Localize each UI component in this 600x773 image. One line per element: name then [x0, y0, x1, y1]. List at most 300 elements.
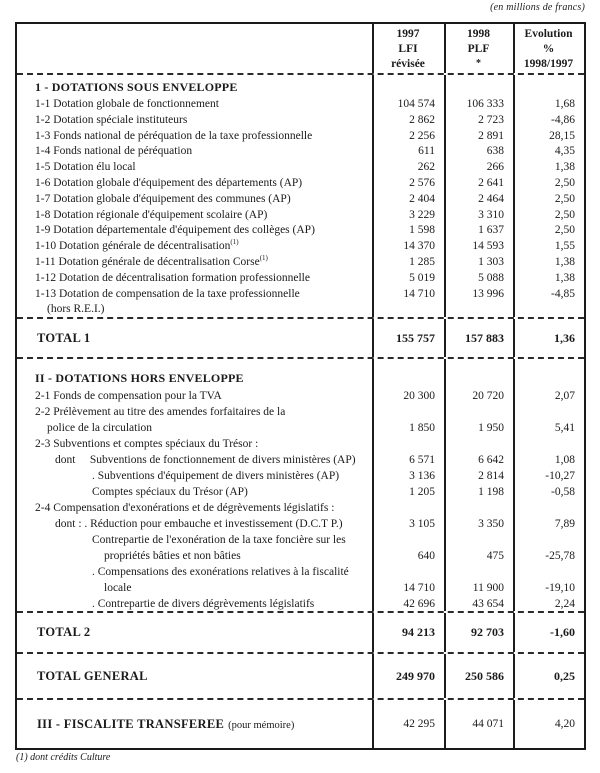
- value-text: 266: [486, 161, 504, 174]
- table-row: [17, 255, 584, 271]
- row-label: [17, 516, 372, 532]
- column-divider: [513, 319, 515, 357]
- value-text: -19,10: [545, 582, 575, 594]
- column-divider: [513, 654, 515, 698]
- value-text: 1,38: [554, 271, 575, 284]
- table-row: [17, 176, 584, 192]
- value-evolution: [513, 129, 584, 145]
- value-1997-lfi: [372, 78, 444, 97]
- row-label: [17, 669, 372, 684]
- value-text: 6 642: [478, 454, 504, 466]
- value-text: -25,78: [545, 550, 575, 562]
- value-1997-lfi: [372, 255, 444, 271]
- table-row: [17, 484, 584, 500]
- table-row: [17, 129, 584, 145]
- value-evolution: [513, 484, 584, 500]
- row-label-line2: [92, 548, 372, 564]
- table-row: [17, 388, 584, 404]
- value-1998-plf: [444, 500, 513, 516]
- value-evolution: [513, 97, 584, 113]
- value-1998-plf: [444, 532, 513, 564]
- row-label-text: 1-12 Dotation de décentralisation formation professionnelle: [35, 271, 310, 284]
- column-divider: [513, 700, 515, 748]
- total-label-text: TOTAL 1: [37, 330, 91, 345]
- value-1997-lfi: [372, 239, 444, 255]
- value-1997-lfi: [372, 287, 444, 317]
- value-text: 14 710: [403, 287, 435, 300]
- row-label: [17, 625, 372, 640]
- row-label: [17, 223, 372, 239]
- value-1997-lfi: [372, 97, 444, 113]
- row-label-text: Comptes spéciaux du Trésor (AP): [92, 486, 248, 498]
- value-text: 28,15: [549, 129, 575, 142]
- table-row: [17, 223, 584, 239]
- section-dotations-hors-enveloppe: [17, 357, 584, 611]
- value-1998-plf: [444, 176, 513, 192]
- value-text: 104 574: [397, 98, 435, 110]
- column-divider: [444, 75, 446, 317]
- value-evolution: [513, 404, 584, 436]
- row-label-text: 1-8 Dotation régionale d'équipement scolaire (AP): [35, 208, 268, 221]
- value-evolution: [513, 500, 584, 516]
- value-evolution: [513, 452, 584, 468]
- value-1998-plf: [444, 452, 513, 468]
- value-text: 5 019: [409, 271, 435, 284]
- value-text: 2 862: [409, 113, 435, 126]
- column-divider: [372, 359, 374, 611]
- value-text: -4,86: [551, 113, 575, 126]
- value-text: 2,50: [554, 192, 575, 205]
- value-evolution: [513, 255, 584, 271]
- value-text: 640: [417, 550, 435, 562]
- value-evolution: [513, 516, 584, 532]
- row-label: [17, 271, 372, 287]
- row-label-text: 1-10 Dotation générale de décentralisation: [35, 240, 231, 253]
- value-text: 2,50: [554, 224, 575, 237]
- value-1998-plf: [444, 271, 513, 287]
- table-row: [17, 452, 584, 468]
- value-1997-lfi: [372, 436, 444, 452]
- column-divider: [372, 75, 374, 317]
- value-1997-lfi: [372, 404, 444, 436]
- table-row: [17, 97, 584, 113]
- column-divider: [372, 24, 374, 73]
- row-label: [17, 500, 372, 516]
- row-label-text: 1-9 Dotation départementale d'équipement des collèges (AP): [35, 224, 315, 237]
- total-1-row: [17, 317, 584, 357]
- value-text: 3 105: [409, 518, 435, 530]
- column-divider: [513, 613, 515, 652]
- value-text: 3 229: [409, 208, 435, 221]
- value-1998-plf: [444, 97, 513, 113]
- total-row: [17, 700, 584, 748]
- row-label: [17, 97, 372, 113]
- col-header-1997-lfi: [372, 24, 444, 72]
- row-label-line2: [35, 420, 372, 436]
- value-evolution: [513, 388, 584, 404]
- table-row: [17, 208, 584, 224]
- row-label: [17, 239, 372, 255]
- value-evolution: [513, 625, 584, 640]
- value-1997-lfi: [372, 331, 444, 346]
- value-text: 1 598: [409, 224, 435, 237]
- value-text: 3 136: [409, 470, 435, 482]
- value-1997-lfi: [372, 468, 444, 484]
- value-text: 1,68: [554, 98, 575, 110]
- value-text: 94 213: [402, 625, 435, 639]
- value-text: 13 996: [472, 287, 504, 300]
- value-text: 20 300: [403, 390, 435, 402]
- value-1998-plf: [444, 564, 513, 596]
- row-label-text: dont Subventions de fonctionnement de divers ministères (AP): [55, 454, 356, 466]
- row-label: [17, 404, 372, 436]
- value-1997-lfi: [372, 208, 444, 224]
- value-1998-plf: [444, 625, 513, 640]
- value-1998-plf: [444, 78, 513, 97]
- column-divider: [513, 24, 515, 73]
- header-line: révisée: [391, 58, 425, 70]
- value-1998-plf: [444, 239, 513, 255]
- section-title-row: [17, 78, 584, 97]
- value-1997-lfi: [372, 144, 444, 160]
- value-1998-plf: [444, 192, 513, 208]
- value-evolution: [513, 113, 584, 129]
- value-1998-plf: [444, 369, 513, 388]
- value-1998-plf: [444, 208, 513, 224]
- value-text: 2 404: [409, 192, 435, 205]
- value-1997-lfi: [372, 532, 444, 564]
- section-title: II - DOTATIONS HORS ENVELOPPE: [35, 371, 244, 385]
- row-label: [17, 436, 372, 452]
- value-1997-lfi: [372, 388, 444, 404]
- value-evolution: [513, 176, 584, 192]
- table-row: [17, 113, 584, 129]
- row-label: [17, 369, 372, 388]
- value-evolution: [513, 596, 584, 611]
- value-1998-plf: [444, 516, 513, 532]
- value-1998-plf: [444, 129, 513, 145]
- row-label-text: 1-6 Dotation globale d'équipement des départements (AP): [35, 176, 303, 189]
- value-text: 1,55: [554, 240, 575, 253]
- value-1998-plf: [444, 388, 513, 404]
- value-text: 250 586: [465, 668, 504, 683]
- column-divider: [444, 24, 446, 73]
- header-line: 1998/1997: [523, 58, 574, 70]
- row-label-text: 1-3 Fonds national de péréquation de la taxe professionnelle: [35, 129, 313, 142]
- row-label-text: 1-5 Dotation élu local: [35, 161, 136, 174]
- value-text: 42 295: [403, 718, 435, 730]
- row-label: [17, 129, 372, 145]
- table-row: [17, 192, 584, 208]
- row-label-text: propriétés bâties et non bâties: [104, 550, 241, 562]
- value-text: 249 970: [396, 668, 435, 683]
- column-divider: [513, 75, 515, 317]
- value-evolution: [513, 468, 584, 484]
- value-text: 92 703: [471, 625, 504, 639]
- row-label-text: police de la circulation: [47, 422, 153, 434]
- value-evolution: [513, 239, 584, 255]
- value-text: -10,27: [545, 470, 575, 482]
- row-label-text: 1-1 Dotation globale de fonctionnement: [35, 98, 219, 110]
- value-text: 2 814: [478, 470, 504, 482]
- value-text: 1,36: [554, 330, 575, 345]
- value-text: 106 333: [466, 98, 504, 110]
- value-evolution: [513, 436, 584, 452]
- value-evolution: [513, 208, 584, 224]
- value-text: 11 900: [472, 582, 504, 594]
- value-text: 1,08: [554, 454, 575, 466]
- row-label-text: 1-2 Dotation spéciale instituteurs: [35, 113, 188, 126]
- column-divider: [444, 613, 446, 652]
- value-1998-plf: [444, 718, 513, 730]
- row-label: [17, 255, 372, 271]
- total-label-text: TOTAL 2: [37, 625, 91, 639]
- value-text: 157 883: [465, 330, 504, 345]
- value-1997-lfi: [372, 596, 444, 611]
- row-label-text: dont : . Réduction pour embauche et investissement (D.C.T P.): [55, 518, 343, 530]
- row-label-text: 2-3 Subventions et comptes spéciaux du Trésor :: [35, 438, 259, 450]
- table-row: [17, 516, 584, 532]
- column-divider: [513, 359, 515, 611]
- value-text: 1 637: [478, 224, 504, 237]
- value-evolution: [513, 532, 584, 564]
- row-label-text: 1-13 Dotation de compensation de la taxe professionnelle: [35, 287, 300, 300]
- row-label-text: . Contrepartie de divers dégrèvements législatifs: [92, 598, 315, 610]
- value-text: 2,50: [554, 208, 575, 221]
- value-text: 14 710: [403, 582, 435, 594]
- value-evolution: [513, 144, 584, 160]
- value-1998-plf: [444, 113, 513, 129]
- value-evolution: [513, 718, 584, 730]
- row-label: [17, 532, 372, 564]
- budget-table: [15, 22, 586, 750]
- value-1997-lfi: [372, 160, 444, 176]
- value-text: 1 303: [478, 255, 504, 268]
- value-1997-lfi: [372, 223, 444, 239]
- section-title: 1 - DOTATIONS SOUS ENVELOPPE: [35, 80, 238, 94]
- value-evolution: [513, 287, 584, 317]
- table-row: [17, 404, 584, 436]
- table-row: [17, 239, 584, 255]
- value-1997-lfi: [372, 564, 444, 596]
- value-1997-lfi: [372, 516, 444, 532]
- value-text: 2,24: [554, 598, 575, 610]
- section-rows: [17, 75, 584, 317]
- value-text: -0,58: [551, 486, 575, 498]
- row-label: [17, 192, 372, 208]
- value-text: -1,60: [550, 625, 575, 639]
- row-label: [17, 452, 372, 468]
- col-header-1998-plf: [444, 24, 513, 72]
- table-row: [17, 144, 584, 160]
- row-label: [17, 113, 372, 129]
- value-text: 1 850: [409, 422, 435, 434]
- value-text: 2,07: [554, 390, 575, 402]
- value-1998-plf: [444, 287, 513, 317]
- value-1997-lfi: [372, 113, 444, 129]
- header-line: 1997: [396, 28, 420, 40]
- row-label-text: . Compensations des exonérations relatives à la fiscalité: [92, 566, 349, 578]
- value-1997-lfi: [372, 484, 444, 500]
- total-row: [17, 654, 584, 698]
- value-text: 3 310: [478, 208, 504, 221]
- value-1997-lfi: [372, 271, 444, 287]
- value-evolution: [513, 192, 584, 208]
- row-label-text: . Subventions d'équipement de divers ministères (AP): [92, 470, 340, 482]
- col-header-evolution: [513, 24, 584, 72]
- total-general-row: [17, 652, 584, 698]
- value-text: 155 757: [396, 330, 435, 345]
- value-evolution: [513, 160, 584, 176]
- column-divider: [372, 613, 374, 652]
- value-text: 2 641: [478, 176, 504, 189]
- value-1997-lfi: [372, 625, 444, 640]
- value-evolution: [513, 271, 584, 287]
- total-label-text: TOTAL GENERAL: [37, 668, 148, 683]
- row-label: [17, 78, 372, 97]
- value-1998-plf: [444, 160, 513, 176]
- table-row: [17, 596, 584, 611]
- table-header: [17, 24, 584, 73]
- value-evolution: [513, 223, 584, 239]
- row-label: [17, 331, 372, 346]
- row-label: [17, 176, 372, 192]
- value-1997-lfi: [372, 669, 444, 684]
- value-text: 1,38: [554, 161, 575, 174]
- row-label-text: 2-4 Compensation d'exonérations et de dégrèvements législatifs :: [35, 502, 335, 514]
- column-divider: [372, 700, 374, 748]
- table-row: [17, 160, 584, 176]
- value-1998-plf: [444, 669, 513, 684]
- row-label-text: (hors R.E.I.): [47, 303, 105, 316]
- value-1998-plf: [444, 484, 513, 500]
- value-text: 1,38: [554, 255, 575, 268]
- value-text: 4,20: [554, 718, 575, 730]
- section-rows: [17, 359, 584, 611]
- row-label: [17, 468, 372, 484]
- row-label: [17, 160, 372, 176]
- row-label-text: 1-4 Fonds national de péréquation: [35, 145, 193, 158]
- value-text: 7,89: [554, 518, 575, 530]
- value-1997-lfi: [372, 452, 444, 468]
- column-divider: [372, 654, 374, 698]
- value-text: 262: [417, 161, 435, 174]
- footnote-ref: (1): [259, 254, 268, 263]
- total-2-row: [17, 611, 584, 652]
- value-text: 3 350: [478, 518, 504, 530]
- row-label-line2: [92, 580, 372, 596]
- total-row: [17, 613, 584, 652]
- value-1997-lfi: [372, 192, 444, 208]
- header-line: PLF: [467, 43, 490, 55]
- value-text: 1 285: [409, 255, 435, 268]
- value-text: 44 071: [472, 718, 504, 730]
- value-1998-plf: [444, 596, 513, 611]
- table-row: [17, 500, 584, 516]
- table-row: [17, 436, 584, 452]
- row-label: [17, 388, 372, 404]
- total-row: [17, 319, 584, 357]
- row-label: [17, 144, 372, 160]
- value-1997-lfi: [372, 500, 444, 516]
- value-text: 20 720: [472, 390, 504, 402]
- column-divider: [444, 700, 446, 748]
- table-row: [17, 271, 584, 287]
- header-line: Evolution: [524, 28, 573, 40]
- column-divider: [372, 319, 374, 357]
- unit-note: (en millions de francs): [490, 2, 585, 13]
- value-text: 611: [418, 145, 435, 158]
- column-divider: [444, 319, 446, 357]
- value-text: 1 198: [478, 486, 504, 498]
- section-title-row: [17, 369, 584, 388]
- header-line: LFI: [398, 43, 418, 55]
- column-divider: [444, 359, 446, 611]
- value-text: 2 256: [409, 129, 435, 142]
- row-label-text: 1-11 Dotation générale de décentralisation Corse: [35, 255, 260, 268]
- value-text: 2 891: [478, 129, 504, 142]
- value-evolution: [513, 331, 584, 346]
- row-label-line2: [35, 302, 372, 317]
- value-1997-lfi: [372, 369, 444, 388]
- row-label-text: locale: [104, 582, 132, 594]
- value-evolution: [513, 564, 584, 596]
- value-text: 5,41: [554, 422, 575, 434]
- value-evolution: [513, 669, 584, 684]
- value-text: 1 205: [409, 486, 435, 498]
- value-1998-plf: [444, 223, 513, 239]
- value-text: 2 576: [409, 176, 435, 189]
- value-1998-plf: [444, 468, 513, 484]
- row-label: [17, 208, 372, 224]
- value-text: 1 950: [478, 422, 504, 434]
- total-label-text: III - FISCALITE TRANSFEREE: [37, 716, 225, 731]
- row-label: [17, 484, 372, 500]
- value-text: 638: [486, 145, 504, 158]
- footnote-ref: (1): [230, 238, 239, 247]
- row-label-text: 2-2 Prélèvement au titre des amendes forfaitaires de la: [35, 406, 286, 418]
- value-text: 0,25: [554, 668, 575, 683]
- fiscalite-transferee-row: [17, 698, 584, 748]
- row-label-text: 1-7 Dotation globale d'équipement des communes (AP): [35, 192, 291, 205]
- value-text: 475: [486, 550, 504, 562]
- row-label: [17, 717, 372, 732]
- value-evolution: [513, 78, 584, 97]
- table-row: [17, 287, 584, 317]
- header-line: 1998: [467, 28, 490, 40]
- value-1998-plf: [444, 436, 513, 452]
- row-label-text: 2-1 Fonds de compensation pour la TVA: [35, 390, 222, 402]
- table-row: [17, 532, 584, 564]
- value-text: 5 088: [478, 271, 504, 284]
- value-1998-plf: [444, 144, 513, 160]
- value-1998-plf: [444, 404, 513, 436]
- value-text: 42 696: [403, 598, 435, 610]
- column-divider: [444, 654, 446, 698]
- value-text: 14 593: [472, 240, 504, 253]
- value-1998-plf: [444, 255, 513, 271]
- footnote: (1) dont crédits Culture: [16, 752, 111, 763]
- section-dotations-sous-enveloppe: [17, 73, 584, 317]
- value-1997-lfi: [372, 176, 444, 192]
- value-text: 6 571: [409, 454, 435, 466]
- value-text: 2 464: [478, 192, 504, 205]
- value-1997-lfi: [372, 718, 444, 730]
- asterisk-mark: *: [476, 58, 481, 69]
- value-1997-lfi: [372, 129, 444, 145]
- table-row: [17, 564, 584, 596]
- header-line: %: [542, 43, 555, 55]
